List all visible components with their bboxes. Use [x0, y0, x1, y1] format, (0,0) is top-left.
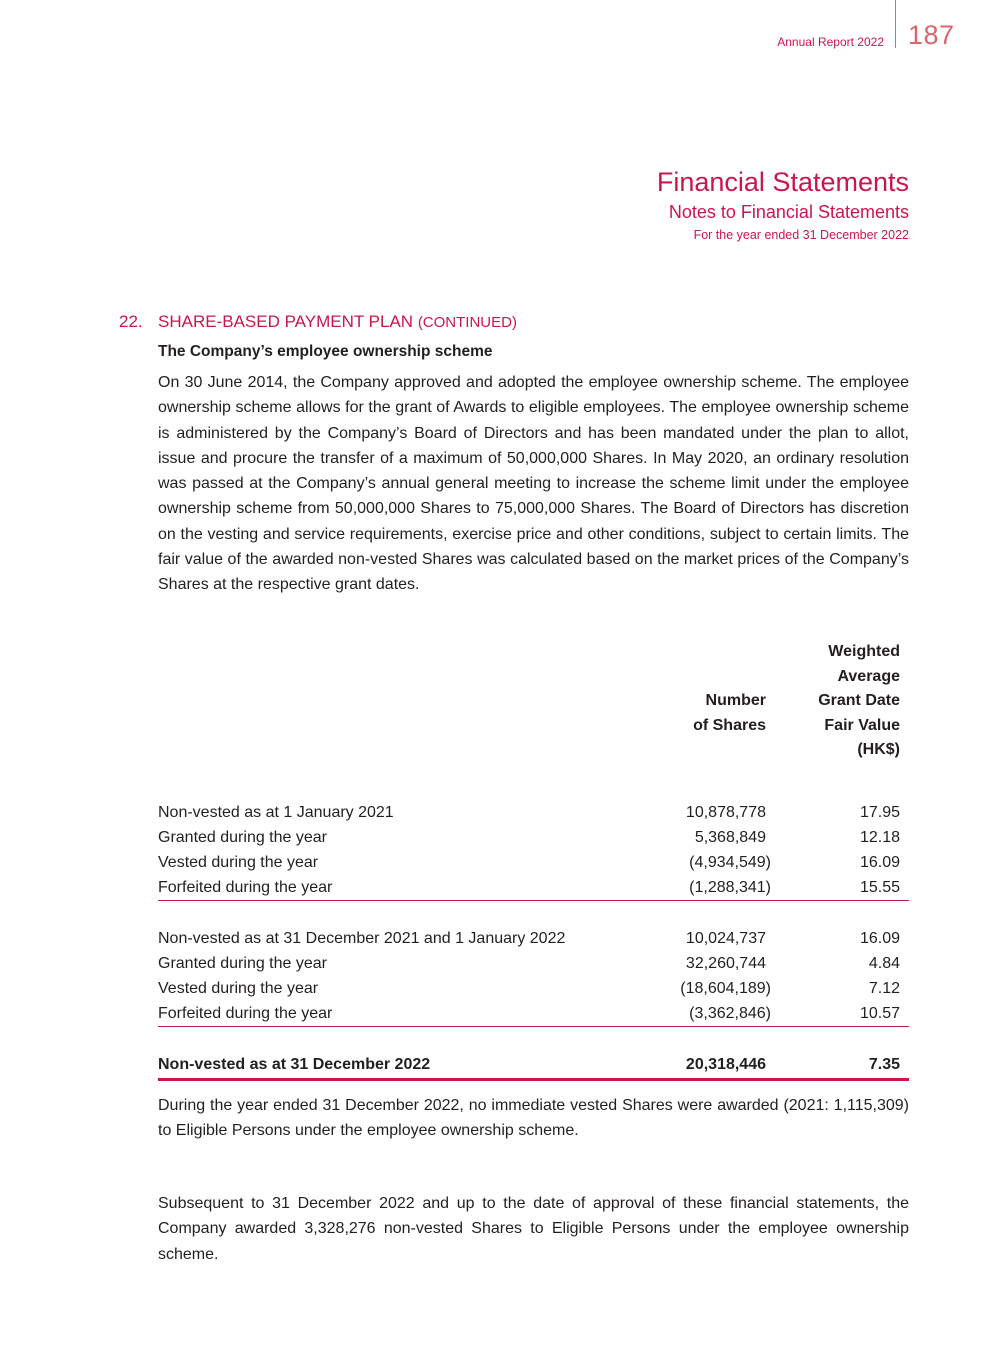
sub-heading: The Company’s employee ownership scheme [158, 343, 493, 360]
intro-paragraph: On 30 June 2014, the Company approved and adopted the employee ownership scheme. The employee ownership scheme allows for the grant of Awards to eligible employees. The employee ownership scheme is administered by the Company’s Board of Directors and has been mandated under the plan to allot, issue and procure the transfer of a maximum of 50,000,000 Shares. In May 2020, an ordinary resolution was passed at the Company’s annual general meeting to increase the scheme limit under the employee ownership scheme from 50,000,000 Shares to 75,000,000 Shares. The Board of Directors has discretion on the vesting and service requirements, exercise price and other conditions, subject to certain limits. The fair value of the awarded non-vested Shares was calculated based on the market prices of the Company’s Shares at the respective grant dates. [158, 374, 909, 594]
header-report-label: Annual Report 2022 [777, 35, 884, 49]
page-period: For the year ended 31 December 2022 [693, 228, 909, 242]
table-row: Forfeited during the year (1,288,341) 15.55 [158, 879, 900, 896]
share-movement-table [158, 640, 909, 1081]
title-block [657, 165, 909, 245]
table-total-row: Non-vested as at 31 December 2022 20,318,446 7.35 [158, 1056, 900, 1073]
page-subtitle: Notes to Financial Statements [668, 202, 909, 222]
header-fair-value: Weighted Average Grant Date Fair Value (HK$) [818, 643, 900, 758]
table-row: Vested during the year (4,934,549) 16.09 [158, 854, 900, 871]
table-header [158, 640, 909, 800]
section-number: 22. [119, 312, 143, 331]
table-row: Granted during the year 5,368,849 12.18 [158, 829, 900, 846]
table-row: Non-vested as at 31 December 2021 and 1 January 2022 10,024,737 16.09 [158, 930, 900, 947]
table-row: Vested during the year (18,604,189) 7.12 [158, 980, 900, 997]
table-row: Forfeited during the year (3,362,846) 10.57 [158, 1005, 900, 1022]
note-paragraph-subsequent-awards: Subsequent to 31 December 2022 and up to the date of approval of these financial statements, the Company awarded 3,328,276 non-vested Shares to Eligible Persons under the employee ownership scheme. [158, 1195, 909, 1263]
table-row: Non-vested as at 1 January 2021 10,878,778 17.95 [158, 804, 900, 821]
table-row: Granted during the year 32,260,744 4.84 [158, 955, 900, 972]
page-number: 187 [908, 20, 955, 50]
section-heading [119, 312, 517, 332]
total-rule [158, 1078, 909, 1081]
header-number-of-shares: Number of Shares [693, 692, 766, 734]
section-title: SHARE-BASED PAYMENT PLAN [158, 312, 414, 331]
page-title: Financial Statements [656, 167, 909, 197]
note-paragraph-immediate-vesting: During the year ended 31 December 2022, no immediate vested Shares were awarded (2021: 1,115,309) to Eligible Persons under the employee ownership scheme. [158, 1097, 909, 1140]
header-divider [895, 0, 896, 48]
section-continued: (CONTINUED) [417, 314, 517, 331]
